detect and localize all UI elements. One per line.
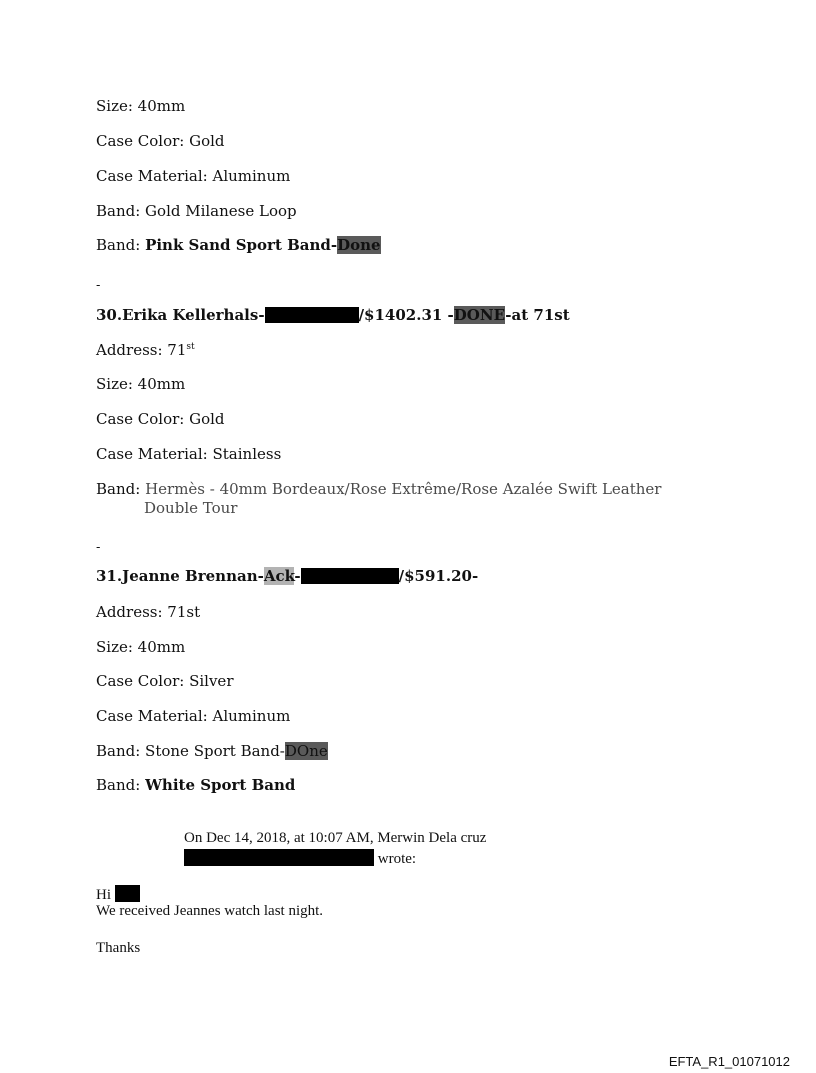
band-label: Band:	[96, 480, 146, 498]
band-line	[96, 480, 661, 498]
status-highlight: Done	[337, 236, 381, 254]
address-text: Address: 71	[96, 341, 187, 359]
greeting: Hi	[96, 887, 111, 903]
entry-amount: /$591.20-	[398, 567, 479, 585]
address-line	[96, 341, 195, 359]
entry-location: -at 71st	[505, 306, 570, 324]
entry-heading-30	[96, 306, 570, 324]
quote-wrote: wrote:	[377, 851, 417, 867]
quote-header: On Dec 14, 2018, at 10:07 AM, Merwin Dela cruz	[184, 830, 487, 846]
entry-name: 30.Erika Kellerhals-	[96, 306, 265, 324]
band-line	[96, 742, 328, 760]
entry-name: 31.Jeanne Brennan-	[96, 567, 264, 585]
case-color-line: Case Color: Gold	[96, 132, 225, 150]
document-id: EFTA_R1_01071012	[668, 1054, 790, 1069]
band-line-bold	[96, 236, 381, 254]
band-description: Hermès - 40mm Bordeaux/Rose Extrême/Rose Azalée Swift Leather	[145, 480, 662, 498]
band-label: Band:	[96, 776, 146, 794]
redaction-box	[265, 307, 359, 323]
case-material-line: Case Material: Aluminum	[96, 707, 291, 725]
band-name: White Sport Band	[145, 776, 296, 794]
band-text: Band: Stone Sport Band-	[96, 742, 285, 760]
entry-dash: -	[294, 567, 301, 585]
case-material-line: Case Material: Stainless	[96, 445, 282, 463]
redaction-box	[184, 849, 374, 866]
entry-amount: /$1402.31 -	[358, 306, 454, 324]
size-line: Size: 40mm	[96, 638, 186, 656]
band-line-bold	[96, 776, 295, 794]
separator: -	[96, 540, 101, 555]
address-superscript: st	[186, 342, 195, 352]
email-signoff: Thanks	[96, 940, 141, 956]
quote-sender-line	[184, 849, 416, 868]
address-line: Address: 71st	[96, 603, 201, 621]
separator: -	[96, 278, 101, 293]
size-line: Size: 40mm	[96, 97, 186, 115]
case-material-line: Case Material: Aluminum	[96, 167, 291, 185]
band-name: Pink Sand Sport Band-	[145, 236, 338, 254]
size-line: Size: 40mm	[96, 375, 186, 393]
email-body: We received Jeannes watch last night.	[96, 903, 324, 919]
redaction-box	[301, 568, 399, 584]
band-description-continued: Double Tour	[144, 499, 238, 517]
ack-highlight: Ack	[263, 567, 295, 585]
case-color-line: Case Color: Silver	[96, 672, 234, 690]
status-highlight: DOne	[284, 742, 328, 760]
band-label: Band:	[96, 236, 146, 254]
case-color-line: Case Color: Gold	[96, 410, 225, 428]
greeting-line	[96, 885, 140, 904]
band-line: Band: Gold Milanese Loop	[96, 202, 297, 220]
status-highlight: DONE	[453, 306, 506, 324]
entry-heading-31	[96, 567, 478, 585]
redaction-box	[115, 885, 140, 902]
